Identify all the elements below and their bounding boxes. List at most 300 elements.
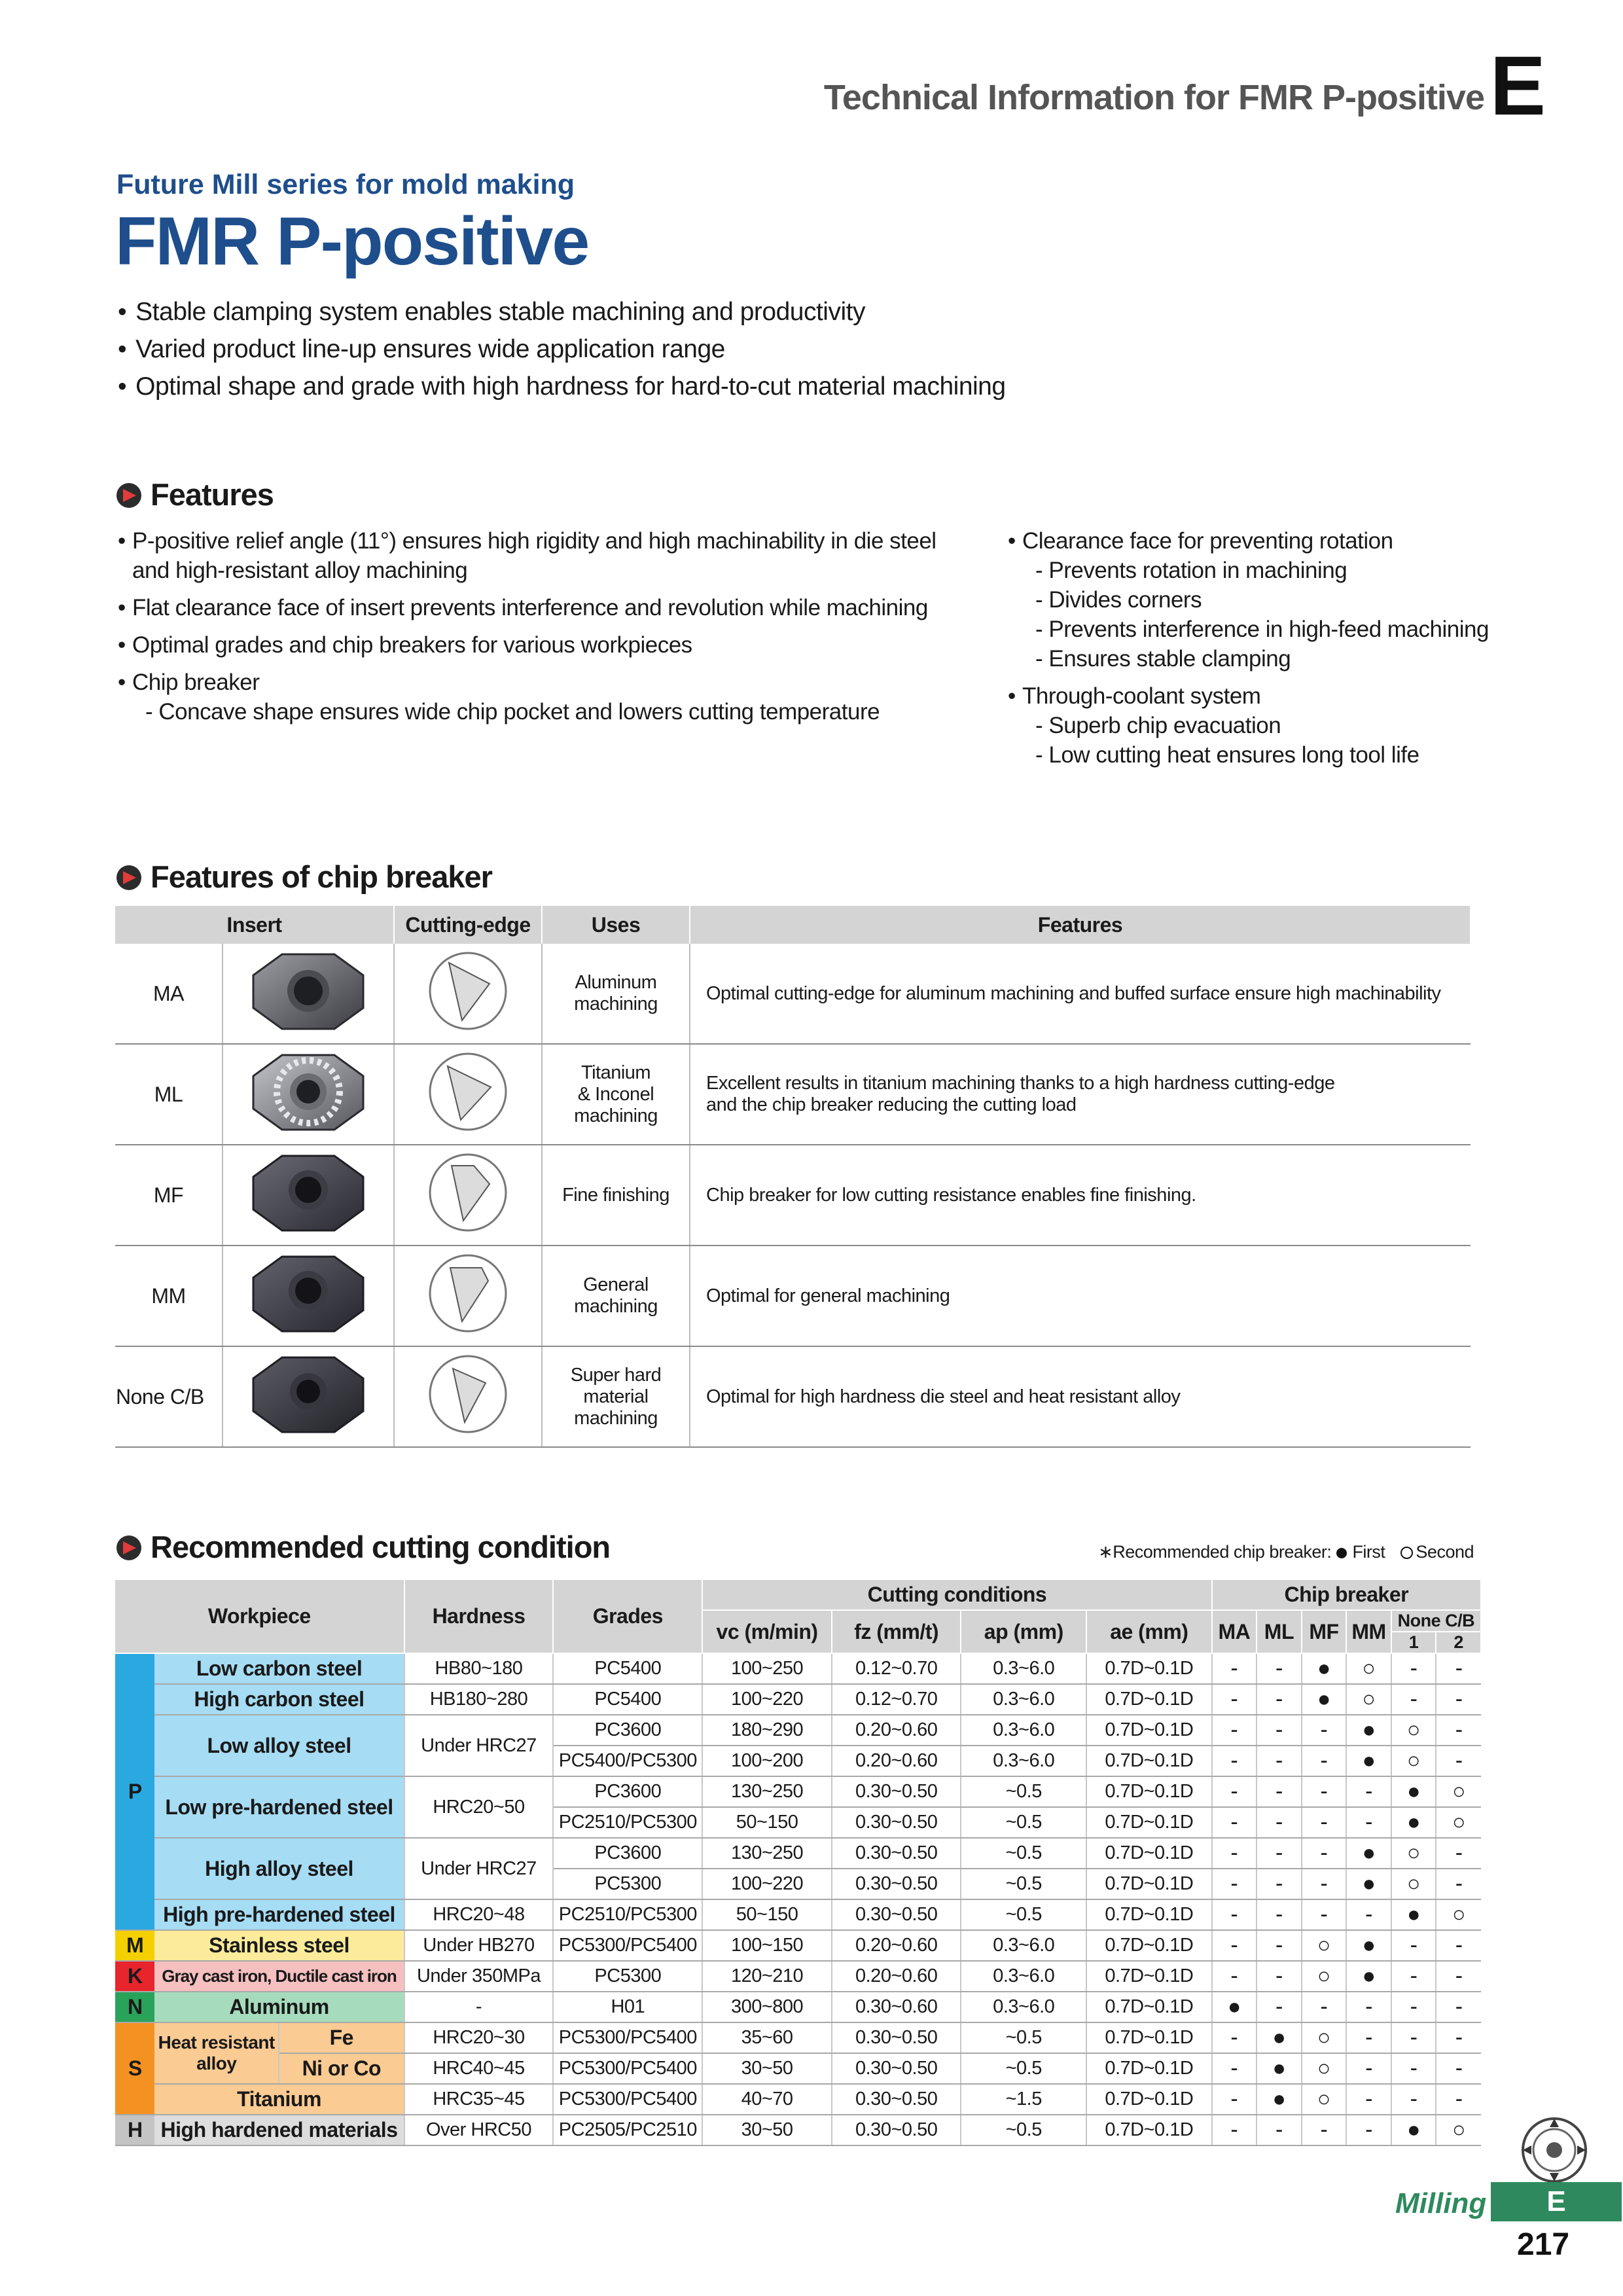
filled-circle-icon <box>1336 1548 1347 1558</box>
chip-breaker-mark: - <box>1346 2084 1391 2115</box>
vc-cell: 130~250 <box>702 1776 832 1807</box>
vc-cell: 100~200 <box>702 1746 832 1776</box>
workpiece-cell: Low carbon steel <box>154 1653 404 1684</box>
chip-breaker-mark: - <box>1391 1930 1436 1961</box>
ap-cell: 0.3~6.0 <box>961 1653 1086 1684</box>
ap-cell: ~0.5 <box>961 1899 1086 1930</box>
ap-cell: ~1.5 <box>961 2084 1086 2115</box>
ae-cell: 0.7D~0.1D <box>1086 1838 1212 1869</box>
grade-cell: PC5300/PC5400 <box>553 2084 702 2115</box>
ap-cell: 0.3~6.0 <box>961 1684 1086 1715</box>
chip-breaker-mark: ● <box>1302 1684 1347 1715</box>
chip-breaker-mark: - <box>1302 2115 1347 2145</box>
hardness-cell: Under HRC27 <box>404 1715 554 1776</box>
fz-cell: 0.30~0.50 <box>832 2084 961 2115</box>
chip-breaker-mark: - <box>1302 1992 1347 2022</box>
chip-breaker-mark: ● <box>1391 1807 1436 1838</box>
chip-breaker-mark: - <box>1302 1899 1347 1930</box>
features-left-column <box>118 526 969 726</box>
section-arrow-icon <box>116 865 141 890</box>
ap-cell: ~0.5 <box>961 1838 1086 1869</box>
chip-breaker-mark: ● <box>1346 1838 1391 1869</box>
hardness-cell: HB80~180 <box>404 1653 554 1684</box>
chip-breaker-mark: - <box>1302 1746 1347 1776</box>
fz-cell: 0.20~0.60 <box>832 1746 961 1776</box>
fz-cell: 0.30~0.50 <box>832 2115 961 2145</box>
chip-breaker-mark: - <box>1436 1684 1481 1715</box>
chip-breaker-mark: - <box>1436 1746 1481 1776</box>
chip-breaker-mark: - <box>1212 2022 1257 2053</box>
chip-breaker-mark: - <box>1302 1776 1347 1807</box>
grade-cell: PC3600 <box>553 1776 702 1807</box>
workpiece-cell: High carbon steel <box>154 1684 404 1715</box>
ae-cell: 0.7D~0.1D <box>1086 1807 1212 1838</box>
chip-breaker-mark: - <box>1257 1776 1302 1807</box>
chip-breaker-mark: ○ <box>1391 1869 1436 1899</box>
chip-breaker-mark: - <box>1436 1715 1481 1746</box>
table-row <box>115 2022 1481 2053</box>
fz-cell: 0.20~0.60 <box>832 1715 961 1746</box>
insert-image <box>223 1346 394 1447</box>
hardness-cell: HRC40~45 <box>404 2053 554 2084</box>
vc-cell: 100~150 <box>702 1930 832 1961</box>
chip-breaker-mark: ○ <box>1436 1899 1481 1930</box>
insert-image <box>223 1246 394 1346</box>
cutting-condition-heading: Recommended cutting condition <box>116 1529 610 1565</box>
feature-subitem: - Prevents interference in high-feed machining <box>1035 617 1489 642</box>
chip-breaker-mark: - <box>1346 1776 1391 1807</box>
hardness-cell: - <box>404 1992 554 2022</box>
table-row <box>115 1838 1481 1869</box>
uses-cell: General machining <box>542 1246 690 1346</box>
ae-cell: 0.7D~0.1D <box>1086 1961 1212 1992</box>
chip-breaker-mark: - <box>1257 1746 1302 1776</box>
grade-cell: PC5300/PC5400 <box>553 2053 702 2084</box>
chip-breaker-mark: ○ <box>1391 1746 1436 1776</box>
footer-section-tab: E <box>1491 2182 1622 2221</box>
chip-breaker-mark: - <box>1257 1653 1302 1684</box>
chip-breaker-mark: ● <box>1346 1930 1391 1961</box>
ae-cell: 0.7D~0.1D <box>1086 2053 1212 2084</box>
chip-breaker-mark: ● <box>1391 2115 1436 2145</box>
fz-cell: 0.20~0.60 <box>832 1930 961 1961</box>
fz-cell: 0.30~0.50 <box>832 1776 961 1807</box>
feature-subitem: - Ensures stable clamping <box>1035 646 1291 672</box>
chip-breaker-mark: - <box>1212 1776 1257 1807</box>
chip-breaker-mark: ○ <box>1302 1961 1347 1992</box>
chip-breaker-mark: - <box>1436 1838 1481 1869</box>
feature-cell: Excellent results in titanium machining thanks to a high hardness cutting-edge and the chip breaker reducing the cutting load <box>690 1044 1471 1145</box>
chip-breaker-mark: - <box>1436 2084 1481 2115</box>
feature-subitem: - Divides corners <box>1035 587 1202 613</box>
chip-breaker-mark: ○ <box>1436 1776 1481 1807</box>
ap-cell: ~0.5 <box>961 2022 1086 2053</box>
intro-bullet: • Optimal shape and grade with high hardness for hard-to-cut material machining <box>118 368 1006 405</box>
vc-cell: 130~250 <box>702 1838 832 1869</box>
chip-breaker-mark: - <box>1257 1807 1302 1838</box>
breaker-name: MF <box>115 1145 223 1246</box>
ae-cell: 0.7D~0.1D <box>1086 2115 1212 2145</box>
column-header-none-cb-1: 1 <box>1391 1632 1436 1653</box>
chip-breaker-mark: - <box>1346 1899 1391 1930</box>
ae-cell: 0.7D~0.1D <box>1086 2084 1212 2115</box>
material-category: H <box>115 2115 154 2145</box>
workpiece-cell: Low alloy steel <box>154 1715 404 1776</box>
grade-cell: PC3600 <box>553 1838 702 1869</box>
column-header-uses: Uses <box>542 906 690 944</box>
vc-cell: 120~210 <box>702 1961 832 1992</box>
chip-breaker-mark: - <box>1257 1684 1302 1715</box>
fz-cell: 0.30~0.50 <box>832 2053 961 2084</box>
uses-cell: Aluminum machining <box>542 944 690 1044</box>
uses-cell: Titanium & Inconel machining <box>542 1044 690 1145</box>
table-row <box>115 2115 1481 2145</box>
chip-breaker-mark: ● <box>1346 1869 1391 1899</box>
features-heading: Features <box>116 476 274 512</box>
fz-cell: 0.30~0.50 <box>832 1807 961 1838</box>
vc-cell: 300~800 <box>702 1992 832 2022</box>
chip-breaker-mark: - <box>1212 1838 1257 1869</box>
footer-section-name: Milling <box>1395 2187 1487 2219</box>
column-header-chip-breaker: Chip breaker <box>1212 1580 1481 1610</box>
chip-breaker-mark: - <box>1212 1807 1257 1838</box>
ap-cell: 0.3~6.0 <box>961 1715 1086 1746</box>
hardness-cell: HRC20~50 <box>404 1776 554 1838</box>
ae-cell: 0.7D~0.1D <box>1086 1992 1212 2022</box>
chip-breaker-mark: ○ <box>1302 2053 1347 2084</box>
hardness-cell: Under 350MPa <box>404 1961 554 1992</box>
chip-breaker-mark: ● <box>1391 1899 1436 1930</box>
intro-bullet: • Varied product line-up ensures wide application range <box>118 331 1006 368</box>
chip-breaker-mark: - <box>1212 1653 1257 1684</box>
table-header-row <box>115 906 1471 944</box>
material-category: K <box>115 1961 154 1992</box>
vc-cell: 100~220 <box>702 1684 832 1715</box>
chip-breaker-mark: - <box>1391 2053 1436 2084</box>
workpiece-cell: High hardened materials <box>154 2115 404 2145</box>
column-header-none-cb-2: 2 <box>1436 1632 1481 1653</box>
table-row <box>115 1246 1471 1346</box>
column-header-ae: ae (mm) <box>1086 1610 1212 1653</box>
chip-breaker-mark: - <box>1346 2115 1391 2145</box>
insert-image <box>223 944 394 1044</box>
ap-cell: 0.3~6.0 <box>961 1961 1086 1992</box>
chip-breaker-mark: - <box>1302 1838 1347 1869</box>
chip-breaker-mark: - <box>1212 1746 1257 1776</box>
table-row <box>115 1346 1471 1447</box>
feature-subitem: - Prevents rotation in machining <box>1035 558 1347 583</box>
column-header-mf: MF <box>1302 1610 1347 1653</box>
uses-cell: Super hard material machining <box>542 1346 690 1447</box>
series-title: Future Mill series for mold making <box>116 169 575 200</box>
vc-cell: 40~70 <box>702 2084 832 2115</box>
chip-breaker-mark: ○ <box>1302 2022 1347 2053</box>
workpiece-cell: Aluminum <box>154 1992 404 2022</box>
column-header-vc: vc (m/min) <box>702 1610 832 1653</box>
feature-item: • Flat clearance face of insert prevents interference and revolution while machining <box>118 593 969 622</box>
vc-cell: 35~60 <box>702 2022 832 2053</box>
chip-breaker-mark: - <box>1257 1899 1302 1930</box>
feature-cell: Optimal for high hardness die steel and heat resistant alloy <box>690 1346 1471 1447</box>
grade-cell: PC2510/PC5300 <box>553 1807 702 1838</box>
chip-breaker-mark: - <box>1302 1715 1347 1746</box>
milling-cutter-icon <box>1518 2114 1590 2186</box>
feature-subitem: - Superb chip evacuation <box>1035 713 1281 738</box>
open-circle-icon <box>1400 1547 1413 1559</box>
vc-cell: 30~50 <box>702 2115 832 2145</box>
vc-cell: 50~150 <box>702 1807 832 1838</box>
table-row <box>115 2084 1481 2115</box>
chip-breaker-heading: Features of chip breaker <box>116 859 492 895</box>
chip-breaker-mark: - <box>1212 1869 1257 1899</box>
fz-cell: 0.12~0.70 <box>832 1653 961 1684</box>
table-row <box>115 1992 1481 2022</box>
hardness-cell: Over HRC50 <box>404 2115 554 2145</box>
grade-cell: PC3600 <box>553 1715 702 1746</box>
ap-cell: 0.3~6.0 <box>961 1992 1086 2022</box>
column-header-insert: Insert <box>115 906 394 944</box>
table-row <box>115 1145 1471 1246</box>
chip-breaker-mark: - <box>1391 1961 1436 1992</box>
page-header-title: Technical Information for FMR P-positive <box>823 78 1484 117</box>
chip-breaker-mark: - <box>1436 2053 1481 2084</box>
table-row <box>115 1653 1481 1684</box>
breaker-name: None C/B <box>115 1346 223 1447</box>
ap-cell: ~0.5 <box>961 1869 1086 1899</box>
chip-breaker-mark: - <box>1212 2084 1257 2115</box>
features-right-column <box>1008 526 1505 770</box>
material-category: P <box>115 1653 154 1930</box>
ae-cell: 0.7D~0.1D <box>1086 1930 1212 1961</box>
grade-cell: PC2510/PC5300 <box>553 1899 702 1930</box>
column-header-ap: ap (mm) <box>961 1610 1086 1653</box>
chip-breaker-mark: - <box>1212 2115 1257 2145</box>
table-row <box>115 2053 1481 2084</box>
chip-breaker-mark: ● <box>1346 1715 1391 1746</box>
grade-cell: PC2505/PC2510 <box>553 2115 702 2145</box>
workpiece-cell: Gray cast iron, Ductile cast iron <box>154 1961 404 1992</box>
column-header-grades: Grades <box>553 1580 702 1653</box>
cutting-edge-profile <box>394 944 542 1044</box>
chip-breaker-mark: - <box>1302 1869 1347 1899</box>
intro-bullets <box>118 293 1006 405</box>
chip-breaker-mark: - <box>1436 1930 1481 1961</box>
grade-cell: PC5400 <box>553 1684 702 1715</box>
vc-cell: 180~290 <box>702 1715 832 1746</box>
chip-breaker-mark: ○ <box>1346 1684 1391 1715</box>
breaker-name: MA <box>115 944 223 1044</box>
column-header-ma: MA <box>1212 1610 1257 1653</box>
workpiece-cell: Stainless steel <box>154 1930 404 1961</box>
chip-breaker-mark: - <box>1391 1992 1436 2022</box>
vc-cell: 100~220 <box>702 1869 832 1899</box>
fz-cell: 0.20~0.60 <box>832 1961 961 1992</box>
ae-cell: 0.7D~0.1D <box>1086 1776 1212 1807</box>
column-header-ml: ML <box>1257 1610 1302 1653</box>
breaker-name: ML <box>115 1044 223 1145</box>
feature-item: • Clearance face for preventing rotation <box>1008 526 1505 556</box>
cutting-edge-profile <box>394 1246 542 1346</box>
feature-cell: Chip breaker for low cutting resistance enables fine finishing. <box>690 1145 1471 1246</box>
chip-breaker-mark: ○ <box>1346 1653 1391 1684</box>
fz-cell: 0.30~0.50 <box>832 1869 961 1899</box>
chip-breaker-mark: ● <box>1346 1746 1391 1776</box>
fz-cell: 0.30~0.50 <box>832 2022 961 2053</box>
column-header-cutting-conditions: Cutting conditions <box>702 1580 1211 1610</box>
chip-breaker-mark: - <box>1436 1992 1481 2022</box>
ap-cell: ~0.5 <box>961 1776 1086 1807</box>
ae-cell: 0.7D~0.1D <box>1086 1653 1212 1684</box>
chip-breaker-mark: - <box>1391 2084 1436 2115</box>
workpiece-subcell: Fe <box>279 2022 404 2053</box>
ae-cell: 0.7D~0.1D <box>1086 1899 1212 1930</box>
ap-cell: 0.3~6.0 <box>961 1930 1086 1961</box>
ap-cell: ~0.5 <box>961 2053 1086 2084</box>
chip-breaker-mark: ● <box>1212 1992 1257 2022</box>
insert-image <box>223 1145 394 1246</box>
chip-breaker-mark: - <box>1257 1961 1302 1992</box>
cutting-condition-table <box>115 1580 1482 2146</box>
chip-breaker-mark: - <box>1257 1930 1302 1961</box>
ae-cell: 0.7D~0.1D <box>1086 1684 1212 1715</box>
material-category: N <box>115 1992 154 2022</box>
hardness-cell: HRC20~48 <box>404 1899 554 1930</box>
vc-cell: 50~150 <box>702 1899 832 1930</box>
chip-breaker-legend: ∗Recommended chip breaker: First Second <box>1098 1542 1474 1562</box>
cutting-edge-profile <box>394 1145 542 1246</box>
grade-cell: PC5400 <box>553 1653 702 1684</box>
workpiece-subcell: Ni or Co <box>279 2053 404 2084</box>
chip-breaker-mark: - <box>1436 1653 1481 1684</box>
vc-cell: 30~50 <box>702 2053 832 2084</box>
grade-cell: PC5400/PC5300 <box>553 1746 702 1776</box>
grade-cell: H01 <box>553 1992 702 2022</box>
chip-breaker-mark: ● <box>1391 1776 1436 1807</box>
chip-breaker-mark: - <box>1212 1930 1257 1961</box>
feature-item: • P-positive relief angle (11°) ensures high rigidity and high machinability in die steel <box>118 526 969 556</box>
table-row <box>115 1715 1481 1746</box>
chip-breaker-mark: - <box>1436 1961 1481 1992</box>
chip-breaker-mark: - <box>1391 1684 1436 1715</box>
hardness-cell: Under HB270 <box>404 1930 554 1961</box>
ae-cell: 0.7D~0.1D <box>1086 1746 1212 1776</box>
product-title: FMR P-positive <box>115 204 589 279</box>
workpiece-cell: High alloy steel <box>154 1838 404 1899</box>
chip-breaker-mark: ○ <box>1391 1715 1436 1746</box>
chip-breaker-mark: ○ <box>1436 1807 1481 1838</box>
ae-cell: 0.7D~0.1D <box>1086 2022 1212 2053</box>
fz-cell: 0.30~0.50 <box>832 1838 961 1869</box>
chip-breaker-table <box>115 906 1471 1448</box>
fz-cell: 0.30~0.60 <box>832 1992 961 2022</box>
column-header-fz: fz (mm/t) <box>832 1610 961 1653</box>
table-row <box>115 1899 1481 1930</box>
ap-cell: ~0.5 <box>961 1807 1086 1838</box>
fz-cell: 0.12~0.70 <box>832 1684 961 1715</box>
chip-breaker-mark: - <box>1257 1992 1302 2022</box>
feature-item: • Chip breaker <box>118 668 969 697</box>
chip-breaker-mark: - <box>1302 1807 1347 1838</box>
chip-breaker-mark: ● <box>1257 2022 1302 2053</box>
table-row <box>115 944 1471 1044</box>
grade-cell: PC5300 <box>553 1961 702 1992</box>
section-letter: E <box>1489 39 1546 133</box>
chip-breaker-mark: ● <box>1257 2084 1302 2115</box>
workpiece-cell: Low pre-hardened steel <box>154 1776 404 1838</box>
chip-breaker-mark: - <box>1257 1715 1302 1746</box>
insert-image <box>223 1044 394 1145</box>
section-arrow-icon <box>116 1535 141 1560</box>
intro-bullet: • Stable clamping system enables stable machining and productivity <box>118 293 1006 331</box>
chip-breaker-mark: ● <box>1302 1653 1347 1684</box>
material-category: S <box>115 2022 154 2115</box>
breaker-name: MM <box>115 1246 223 1346</box>
feature-item: • Through-coolant system <box>1008 681 1505 711</box>
cutting-edge-profile <box>394 1346 542 1447</box>
feature-subitem: - Low cutting heat ensures long tool life <box>1035 742 1419 768</box>
chip-breaker-mark: - <box>1212 1715 1257 1746</box>
chip-breaker-mark: - <box>1346 1807 1391 1838</box>
feature-subitem: - Concave shape ensures wide chip pocket and lowers cutting temperature <box>145 699 880 725</box>
chip-breaker-mark: ○ <box>1302 2084 1347 2115</box>
chip-breaker-mark: - <box>1212 2053 1257 2084</box>
table-row <box>115 1776 1481 1807</box>
chip-breaker-mark: - <box>1436 1869 1481 1899</box>
chip-breaker-mark: - <box>1257 1869 1302 1899</box>
workpiece-cell: Titanium <box>154 2084 404 2115</box>
chip-breaker-mark: - <box>1212 1899 1257 1930</box>
chip-breaker-mark: - <box>1391 2022 1436 2053</box>
ae-cell: 0.7D~0.1D <box>1086 1715 1212 1746</box>
chip-breaker-mark: - <box>1212 1961 1257 1992</box>
chip-breaker-mark: - <box>1346 2053 1391 2084</box>
feature-cell: Optimal cutting-edge for aluminum machining and buffed surface ensure high machinability <box>690 944 1471 1044</box>
cutting-edge-profile <box>394 1044 542 1145</box>
chip-breaker-mark: - <box>1346 1992 1391 2022</box>
section-arrow-icon <box>116 483 141 508</box>
grade-cell: PC5300 <box>553 1869 702 1899</box>
column-header-hardness: Hardness <box>404 1580 554 1653</box>
grade-cell: PC5300/PC5400 <box>553 2022 702 2053</box>
chip-breaker-mark: - <box>1436 2022 1481 2053</box>
chip-breaker-mark: ● <box>1257 2053 1302 2084</box>
chip-breaker-mark: - <box>1257 1838 1302 1869</box>
vc-cell: 100~250 <box>702 1653 832 1684</box>
feature-item: • Optimal grades and chip breakers for various workpieces <box>118 630 969 660</box>
table-row <box>115 1044 1471 1145</box>
hardness-cell: HRC35~45 <box>404 2084 554 2115</box>
column-header-mm: MM <box>1346 1610 1391 1653</box>
feature-cell: Optimal for general machining <box>690 1246 1471 1346</box>
hardness-cell: HRC20~30 <box>404 2022 554 2053</box>
ae-cell: 0.7D~0.1D <box>1086 1869 1212 1899</box>
column-header-cutting-edge: Cutting-edge <box>394 906 542 944</box>
workpiece-cell-heat-resistant: Heat resistant alloy <box>154 2022 279 2084</box>
chip-breaker-mark: - <box>1212 1684 1257 1715</box>
ap-cell: 0.3~6.0 <box>961 1746 1086 1776</box>
column-header-workpiece: Workpiece <box>115 1580 404 1653</box>
grade-cell: PC5300/PC5400 <box>553 1930 702 1961</box>
chip-breaker-mark: - <box>1257 2115 1302 2145</box>
fz-cell: 0.30~0.50 <box>832 1899 961 1930</box>
column-header-features: Features <box>690 906 1471 944</box>
table-row <box>115 1961 1481 1992</box>
chip-breaker-mark: ○ <box>1302 1930 1347 1961</box>
workpiece-cell: High pre-hardened steel <box>154 1899 404 1930</box>
column-header-none-cb: None C/B <box>1391 1610 1481 1632</box>
uses-cell: Fine finishing <box>542 1145 690 1246</box>
table-row <box>115 1684 1481 1715</box>
